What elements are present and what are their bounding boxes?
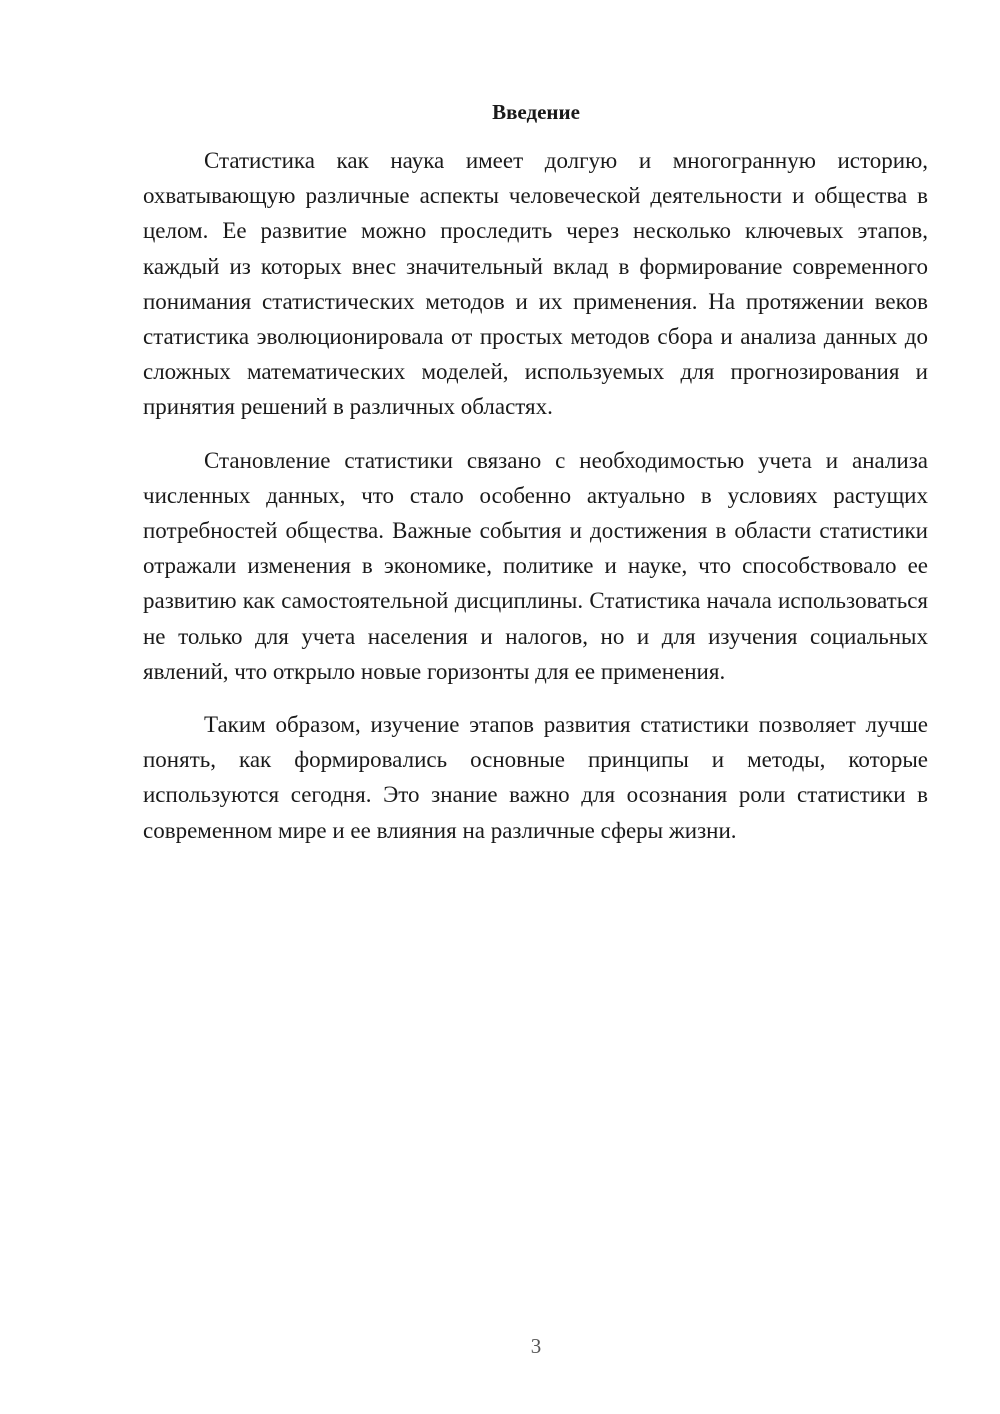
paragraph-3: Таким образом, изучение этапов развития статистики позволяет лучше понять, как формировались основные принципы и методы, которые используются сегодня. Это знание важно для осознания роли статистики в современном мире и ее влияния на различные сферы жизни. — [143, 712, 928, 843]
body-text — [143, 143, 928, 866]
paragraph-2: Становление статистики связано с необходимостью учета и анализа численных данных, что стало особенно актуально в условиях растущих потребностей общества. Важные события и достижения в области статистики отражали изменения в экономике, политике и науке, что способствовало ее развитию как самостоятельной дисциплины. Статистика начала использоваться не только для учета населения и налогов, но и для изучения социальных явлений, что открыло новые горизонты для ее применения. — [143, 447, 928, 684]
page-title: Введение — [492, 100, 580, 124]
paragraph-1: Статистика как наука имеет долгую и многогранную историю, охватывающую различные аспекты человеческой деятельности и общества в целом. Ее развитие можно проследить через несколько ключевых этапов, каждый из которых внес значительный вклад в формирование современного понимания статистических методов и их применения. На протяжении веков статистика эволюционировала от простых методов сбора и анализа данных до сложных математических моделей, используемых для прогнозирования и принятия решений в различных областях. — [143, 148, 928, 420]
page-number: 3 — [530, 1334, 542, 1358]
